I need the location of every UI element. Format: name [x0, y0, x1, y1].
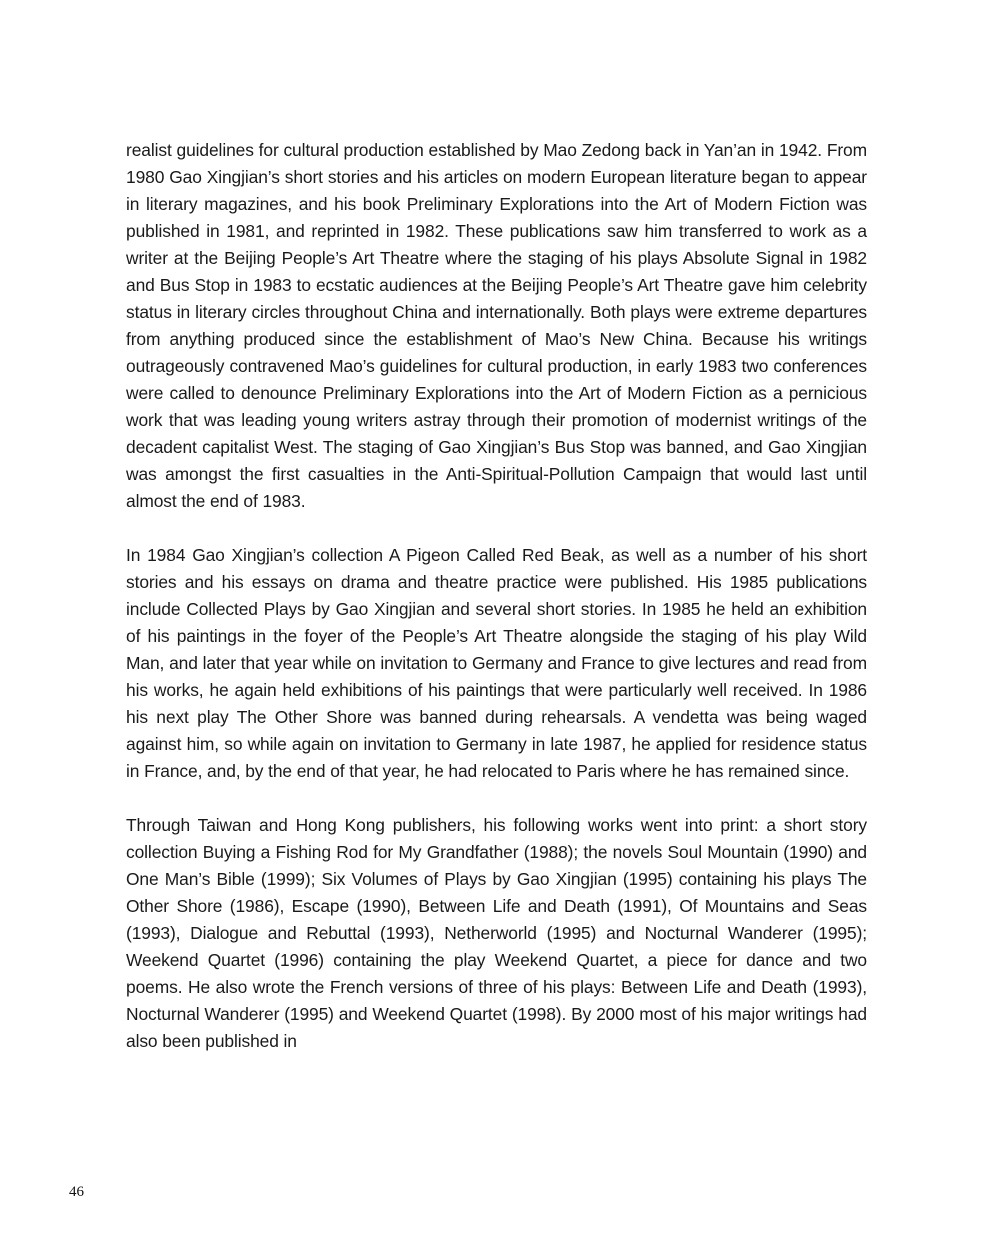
- body-text: [126, 137, 867, 1055]
- page-number: 46: [69, 1184, 84, 1200]
- paragraph-1: realist guidelines for cultural production established by Mao Zedong back in Yan’an in 1942. From 1980 Gao Xingjian’s short stories and his articles on modern European literature began to appear in literary magazines, and his book Preliminary Explorations into the Art of Modern Fiction was published in 1981, and reprinted in 1982. These publications saw him transferred to work as a writer at the Beijing People’s Art Theatre where the staging of his plays Absolute Signal in 1982 and Bus Stop in 1983 to ecstatic audiences at the Beijing People’s Art Theatre gave him celebrity status in literary circles throughout China and internationally. Both plays were extreme departures from anything produced since the establishment of Mao’s New China. Because his writings outrageously contravened Mao’s guidelines for cultural production, in early 1983 two conferences were called to denounce Preliminary Explorations into the Art of Modern Fiction as a pernicious work that was leading young writers astray through their promotion of modernist writings of the decadent capitalist West. The staging of Gao Xingjian’s Bus Stop was banned, and Gao Xingjian was amongst the first casualties in the Anti-Spiritual-Pollution Campaign that would last until almost the end of 1983.: [126, 140, 867, 511]
- paragraph-2: In 1984 Gao Xingjian’s collection A Pigeon Called Red Beak, as well as a number of his short stories and his essays on drama and theatre practice were published. His 1985 publications include Collected Plays by Gao Xingjian and several short stories. In 1985 he held an exhibition of his paintings in the foyer of the People’s Art Theatre alongside the staging of his play Wild Man, and later that year while on invitation to Germany and France to give lectures and read from his works, he again held exhibitions of his paintings that were particularly well received. In 1986 his next play The Other Shore was banned during rehearsals. A vendetta was being waged against him, so while again on invitation to Germany in late 1987, he applied for residence status in France, and, by the end of that year, he had relocated to Paris where he has remained since.: [126, 545, 867, 781]
- paragraph-3: Through Taiwan and Hong Kong publishers, his following works went into print: a short story collection Buying a Fishing Rod for My Grandfather (1988); the novels Soul Mountain (1990) and One Man’s Bible (1999); Six Volumes of Plays by Gao Xingjian (1995) containing his plays The Other Shore (1986), Escape (1990), Between Life and Death (1991), Of Mountains and Seas (1993), Dialogue and Rebuttal (1993), Netherworld (1995) and Nocturnal Wanderer (1995); Weekend Quartet (1996) containing the play Weekend Quartet, a piece for dance and two poems. He also wrote the French versions of three of his plays: Between Life and Death (1993), Nocturnal Wanderer (1995) and Weekend Quartet (1998). By 2000 most of his major writings had also been published in: [126, 815, 867, 1051]
